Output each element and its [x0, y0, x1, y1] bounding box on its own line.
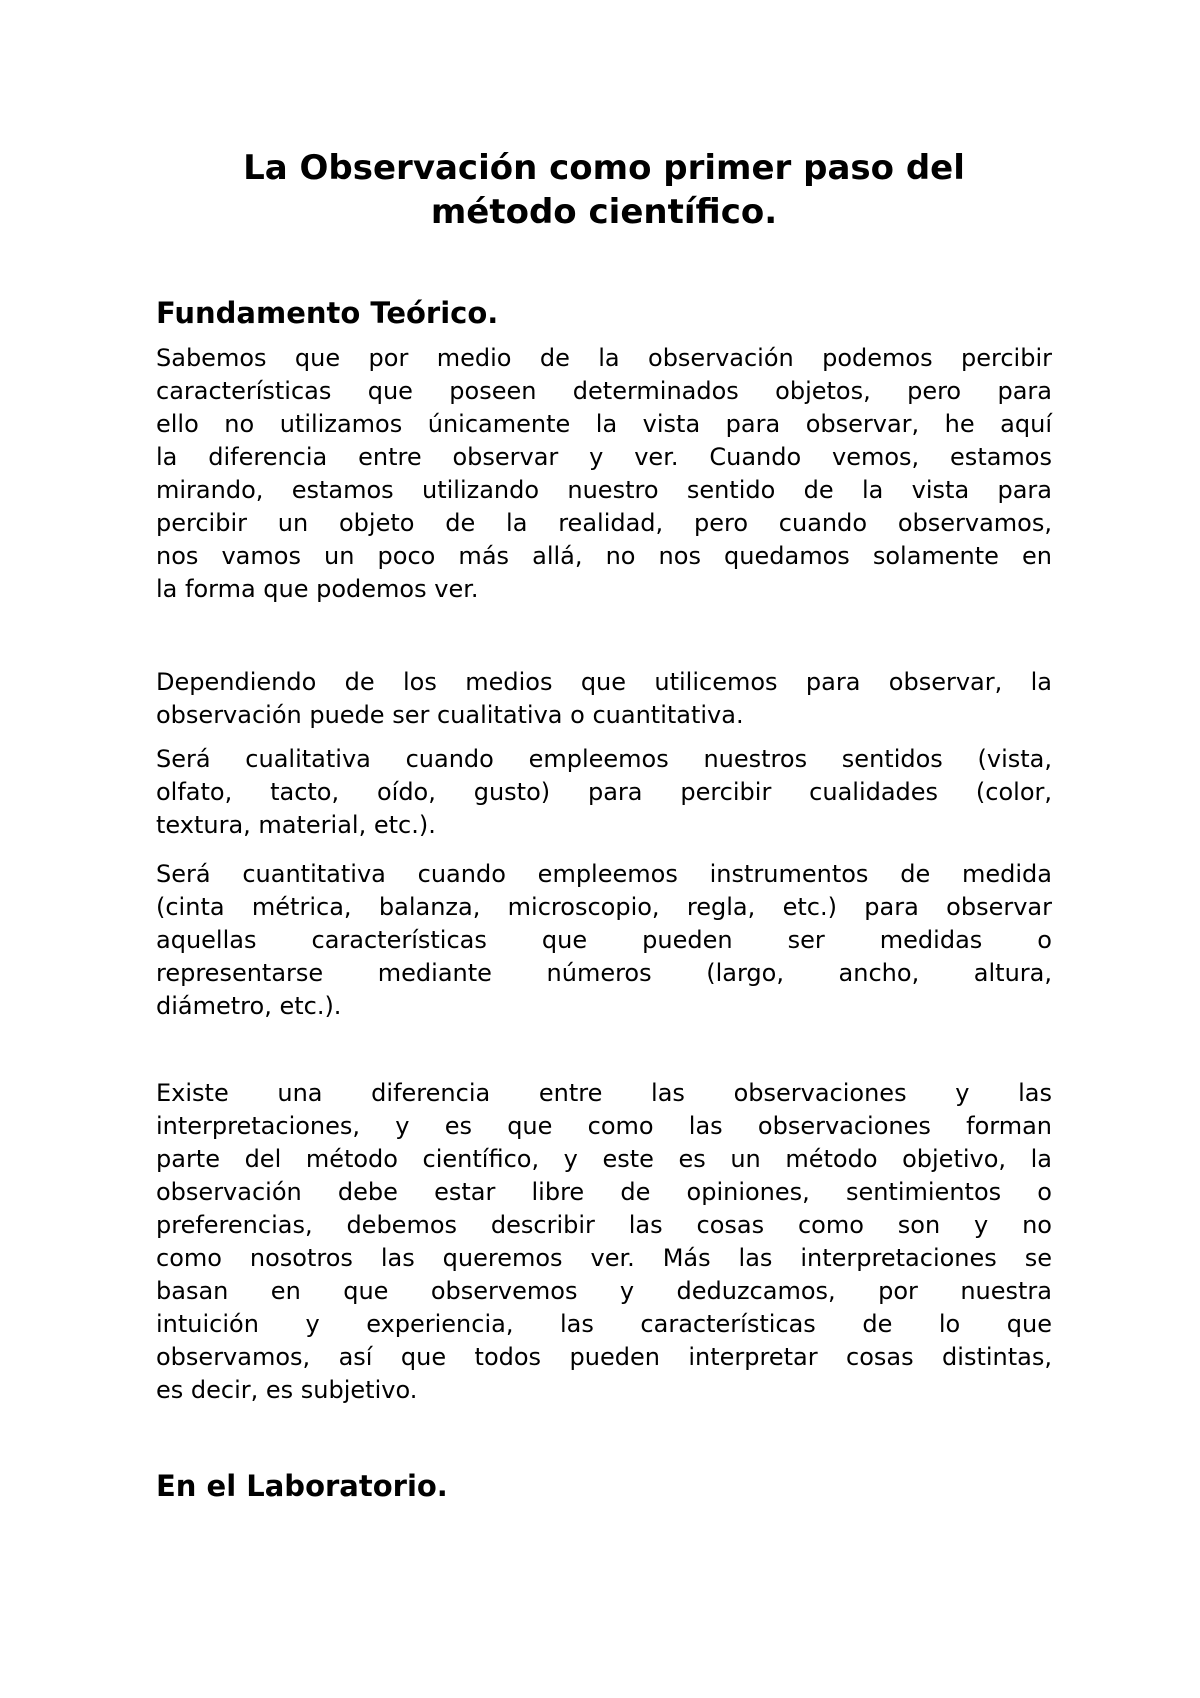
paragraph-interpretaciones	[156, 1077, 1052, 1407]
text-line: ello no utilizamos únicamente la vista para observar, he aquí	[156, 410, 1052, 438]
text-line: nos vamos un poco más allá, no nos quedamos solamente en	[156, 542, 1052, 570]
text-line: aquellas características que pueden ser medidas o	[156, 926, 1052, 954]
text-line: Sabemos que por medio de la observación podemos percibir	[156, 344, 1052, 372]
text-line: observamos, así que todos pueden interpretar cosas distintas,	[156, 1343, 1052, 1371]
title-line: La Observación como primer paso del	[243, 148, 965, 188]
text-line: olfato, tacto, oído, gusto) para percibir cualidades (color,	[156, 778, 1052, 806]
paragraph-fundamento	[156, 342, 1052, 606]
text-line: Será cuantitativa cuando empleemos instrumentos de medida	[156, 860, 1052, 888]
text-line: es decir, es subjetivo.	[156, 1376, 418, 1404]
text-line: interpretaciones, y es que como las observaciones forman	[156, 1112, 1052, 1140]
text-line: Será cualitativa cuando empleemos nuestros sentidos (vista,	[156, 745, 1052, 773]
title-line: método científico.	[430, 192, 778, 232]
text-line: la forma que podemos ver.	[156, 575, 479, 603]
text-line: mirando, estamos utilizando nuestro sentido de la vista para	[156, 476, 1052, 504]
text-line: percibir un objeto de la realidad, pero cuando observamos,	[156, 509, 1052, 537]
text-line: parte del método científico, y este es un método objetivo, la	[156, 1145, 1052, 1173]
document-page	[156, 0, 1052, 1698]
text-line: preferencias, debemos describir las cosas como son y no	[156, 1211, 1052, 1239]
text-line: Existe una diferencia entre las observaciones y las	[156, 1079, 1052, 1107]
text-line: textura, material, etc.).	[156, 811, 436, 839]
text-line: observación puede ser cualitativa o cuantitativa.	[156, 701, 744, 729]
text-line: Dependiendo de los medios que utilicemos para observar, la	[156, 668, 1052, 696]
paragraph-cuantitativa	[156, 858, 1052, 1023]
section-heading-laboratorio: En el Laboratorio.	[156, 1469, 448, 1503]
text-line: características que poseen determinados objetos, pero para	[156, 377, 1052, 405]
paragraph-cualitativa	[156, 743, 1052, 842]
text-line: observación debe estar libre de opiniones, sentimientos o	[156, 1178, 1052, 1206]
text-line: (cinta métrica, balanza, microscopio, regla, etc.) para observar	[156, 893, 1052, 921]
text-line: representarse mediante números (largo, ancho, altura,	[156, 959, 1052, 987]
text-line: como nosotros las queremos ver. Más las interpretaciones se	[156, 1244, 1052, 1272]
text-line: diámetro, etc.).	[156, 992, 342, 1020]
text-line: basan en que observemos y deduzcamos, por nuestra	[156, 1277, 1052, 1305]
text-line: intuición y experiencia, las características de lo que	[156, 1310, 1052, 1338]
paragraph-medios	[156, 666, 1052, 732]
section-heading-fundamento: Fundamento Teórico.	[156, 296, 499, 330]
document-title	[156, 146, 1052, 234]
text-line: la diferencia entre observar y ver. Cuando vemos, estamos	[156, 443, 1052, 471]
